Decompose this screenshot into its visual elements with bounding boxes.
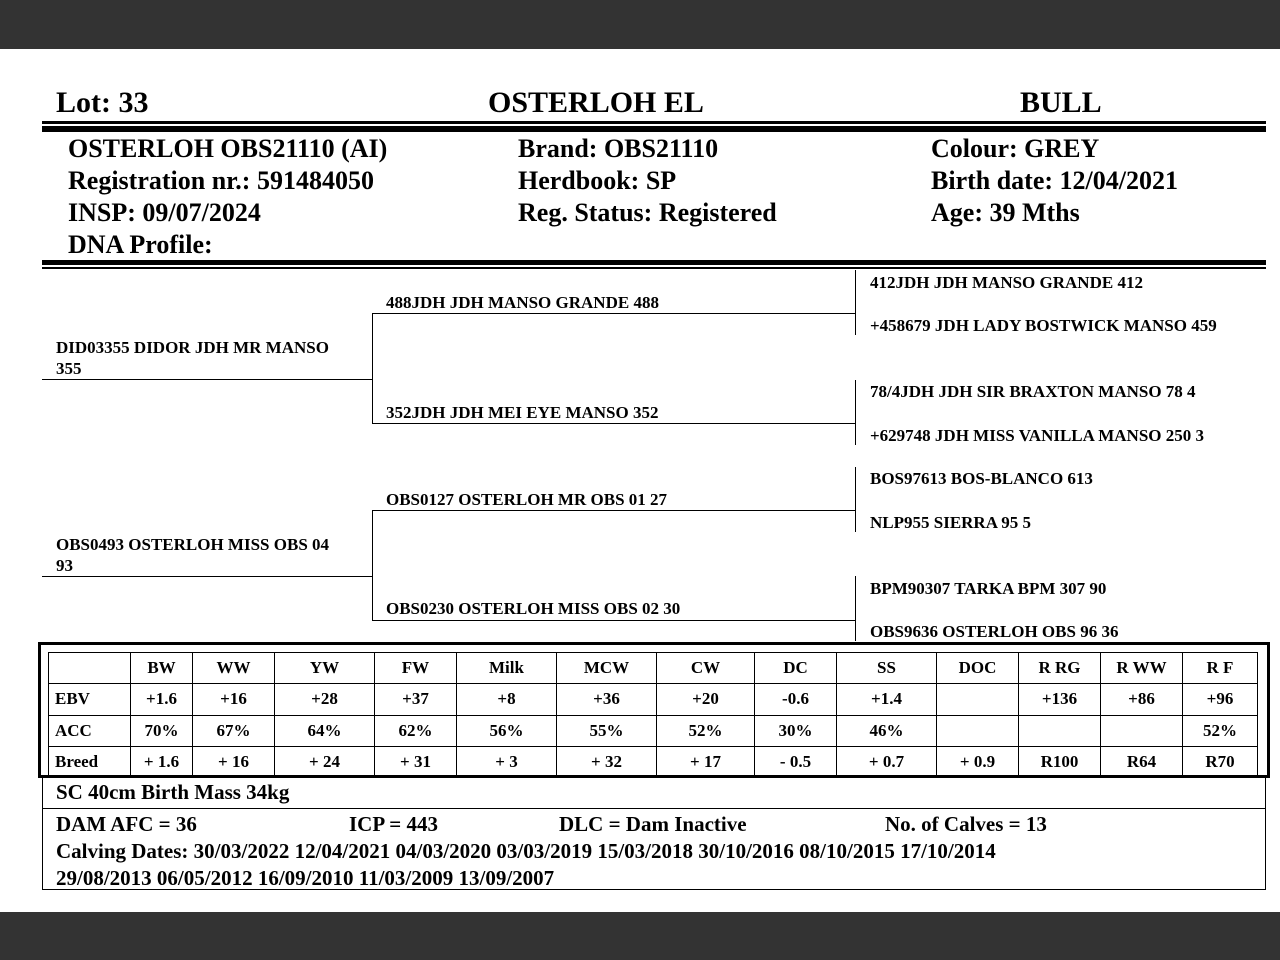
great-grandparent: BPM90307 TARKA BPM 307 90 — [870, 579, 1107, 598]
measures: SC 40cm Birth Mass 34kg — [56, 780, 290, 804]
ebv-header-cell: R WW — [1101, 653, 1183, 684]
ebv-row — [49, 746, 1258, 777]
ebv-cell: + 31 — [375, 746, 457, 777]
icp: ICP = 443 — [349, 812, 438, 836]
sire-bracket — [372, 313, 373, 424]
ebv-header-cell: FW — [375, 653, 457, 684]
ebv-cell: + 0.7 — [837, 746, 937, 777]
ebv-cell: +96 — [1183, 684, 1258, 715]
ebv-row-label: Breed — [49, 746, 131, 777]
ebv-header-cell: SS — [837, 653, 937, 684]
sire-sire: 488JDH JDH MANSO GRANDE 488 — [386, 293, 659, 312]
ebv-cell: 62% — [375, 715, 457, 746]
dam: OBS0493 OSTERLOH MISS OBS 04 — [56, 535, 330, 554]
ebv-cell: +1.4 — [837, 684, 937, 715]
inspection-date: INSP: 09/07/2024 — [68, 198, 261, 227]
dam-sire-line — [372, 510, 855, 511]
great-grandparent: +629748 JDH MISS VANILLA MANSO 250 3 — [870, 426, 1204, 445]
ebv-cell: R100 — [1019, 746, 1101, 777]
ebv-header-row — [49, 653, 1258, 684]
ebv-cell: +37 — [375, 684, 457, 715]
ebv-cell: - 0.5 — [755, 746, 837, 777]
ebv-cell: +28 — [275, 684, 375, 715]
ebv-header-cell: YW — [275, 653, 375, 684]
animal-type: BULL — [1020, 86, 1102, 119]
ebv-cell: +8 — [457, 684, 557, 715]
herdbook: Herdbook: SP — [518, 166, 677, 195]
ebv-header-cell: WW — [193, 653, 275, 684]
ebv-cell: + 0.9 — [937, 746, 1019, 777]
dam-continued: 93 — [56, 556, 73, 575]
ebv-cell: +20 — [657, 684, 755, 715]
ebv-cell: + 32 — [557, 746, 657, 777]
ebv-cell: +1.6 — [131, 684, 193, 715]
ebv-cell: -0.6 — [755, 684, 837, 715]
ebv-cell: +36 — [557, 684, 657, 715]
ebv-cell: +136 — [1019, 684, 1101, 715]
brand: Brand: OBS21110 — [518, 134, 719, 163]
dam-bracket — [372, 510, 373, 621]
ebv-header-cell: R RG — [1019, 653, 1101, 684]
great-grandparent: BOS97613 BOS-BLANCO 613 — [870, 469, 1093, 488]
ebv-cell: + 1.6 — [131, 746, 193, 777]
ebv-cell: + 3 — [457, 746, 557, 777]
reg-name: OSTERLOH OBS21110 (AI) — [68, 134, 388, 163]
ebv-cell: 56% — [457, 715, 557, 746]
sire-dam: 352JDH JDH MEI EYE MANSO 352 — [386, 403, 659, 422]
great-grandparent: 412JDH JDH MANSO GRANDE 412 — [870, 273, 1143, 292]
animal-name: OSTERLOH EL — [488, 86, 704, 119]
info-rule-thin — [42, 267, 1266, 269]
ebv-header-cell: DOC — [937, 653, 1019, 684]
ebv-cell: 67% — [193, 715, 275, 746]
ebv-cell: R70 — [1183, 746, 1258, 777]
registration-number: Registration nr.: 591484050 — [68, 166, 374, 195]
dna-profile: DNA Profile: — [68, 230, 213, 259]
calving-dates: Calving Dates: 30/03/2022 12/04/2021 04/03/2020 03/03/2019 15/03/2018 30/10/2016 08/10/2015 17/10/2014 — [56, 839, 996, 863]
number-of-calves: No. of Calves = 13 — [885, 812, 1047, 836]
ebv-header-cell — [49, 653, 131, 684]
ebv-cell: + 17 — [657, 746, 755, 777]
ebv-header-cell: BW — [131, 653, 193, 684]
measures-box — [42, 777, 1266, 809]
ebv-table-frame — [38, 642, 1270, 778]
ebv-cell: + 24 — [275, 746, 375, 777]
birth-date: Birth date: 12/04/2021 — [931, 166, 1178, 195]
dam-performance-box — [42, 808, 1266, 890]
ebv-cell: +16 — [193, 684, 275, 715]
great-grandparent: NLP955 SIERRA 95 5 — [870, 513, 1032, 532]
ebv-cell: 30% — [755, 715, 837, 746]
ebv-cell: 52% — [1183, 715, 1258, 746]
ebv-row — [49, 715, 1258, 746]
viewer-top-bar — [0, 0, 1280, 49]
great-grandparent: OBS9636 OSTERLOH OBS 96 36 — [870, 622, 1119, 641]
sire: DID03355 DIDOR JDH MR MANSO — [56, 338, 329, 357]
calving-dates-continued: 29/08/2013 06/05/2012 16/09/2010 11/03/2009 13/09/2007 — [56, 866, 555, 890]
ebv-cell: 70% — [131, 715, 193, 746]
ebv-header-cell: MCW — [557, 653, 657, 684]
ebv-cell: 46% — [837, 715, 937, 746]
ebv-cell — [1101, 715, 1183, 746]
reg-status: Reg. Status: Registered — [518, 198, 777, 227]
colour: Colour: GREY — [931, 134, 1100, 163]
ebv-cell: R64 — [1101, 746, 1183, 777]
ebv-cell: +86 — [1101, 684, 1183, 715]
ebv-header-cell: CW — [657, 653, 755, 684]
header-rule-thick — [42, 126, 1266, 132]
great-grandparent: 78/4JDH JDH SIR BRAXTON MANSO 78 4 — [870, 382, 1196, 401]
info-rule-thick — [42, 260, 1266, 265]
header-rule-thin — [42, 121, 1266, 124]
dam-dam: OBS0230 OSTERLOH MISS OBS 02 30 — [386, 599, 681, 618]
dam-dam-line — [372, 620, 855, 621]
gg-bracket-1 — [855, 270, 856, 335]
ebv-row-label: ACC — [49, 715, 131, 746]
ebv-cell — [937, 684, 1019, 715]
dam-afc: DAM AFC = 36 — [56, 812, 197, 836]
sire-continued: 355 — [56, 359, 82, 378]
dam-sire: OBS0127 OSTERLOH MR OBS 01 27 — [386, 490, 668, 509]
ebv-row — [49, 684, 1258, 715]
gg-bracket-4 — [855, 576, 856, 641]
ebv-row-label: EBV — [49, 684, 131, 715]
ebv-cell: 55% — [557, 715, 657, 746]
ebv-header-cell: R F — [1183, 653, 1258, 684]
ebv-cell — [937, 715, 1019, 746]
ebv-cell — [1019, 715, 1101, 746]
age: Age: 39 Mths — [931, 198, 1080, 227]
lot-number: Lot: 33 — [56, 86, 149, 119]
ebv-cell: 52% — [657, 715, 755, 746]
sire-dam-line — [372, 423, 855, 424]
ebv-header-cell: Milk — [457, 653, 557, 684]
ebv-cell: 64% — [275, 715, 375, 746]
gg-bracket-3 — [855, 467, 856, 532]
ebv-table — [48, 652, 1258, 778]
gg-bracket-2 — [855, 380, 856, 445]
sire-line — [42, 379, 372, 380]
dlc: DLC = Dam Inactive — [559, 812, 747, 836]
viewer-bottom-bar — [0, 912, 1280, 960]
sire-sire-line — [372, 313, 855, 314]
ebv-header-cell: DC — [755, 653, 837, 684]
great-grandparent: +458679 JDH LADY BOSTWICK MANSO 459 — [870, 316, 1217, 335]
ebv-cell: + 16 — [193, 746, 275, 777]
dam-line — [42, 576, 372, 577]
